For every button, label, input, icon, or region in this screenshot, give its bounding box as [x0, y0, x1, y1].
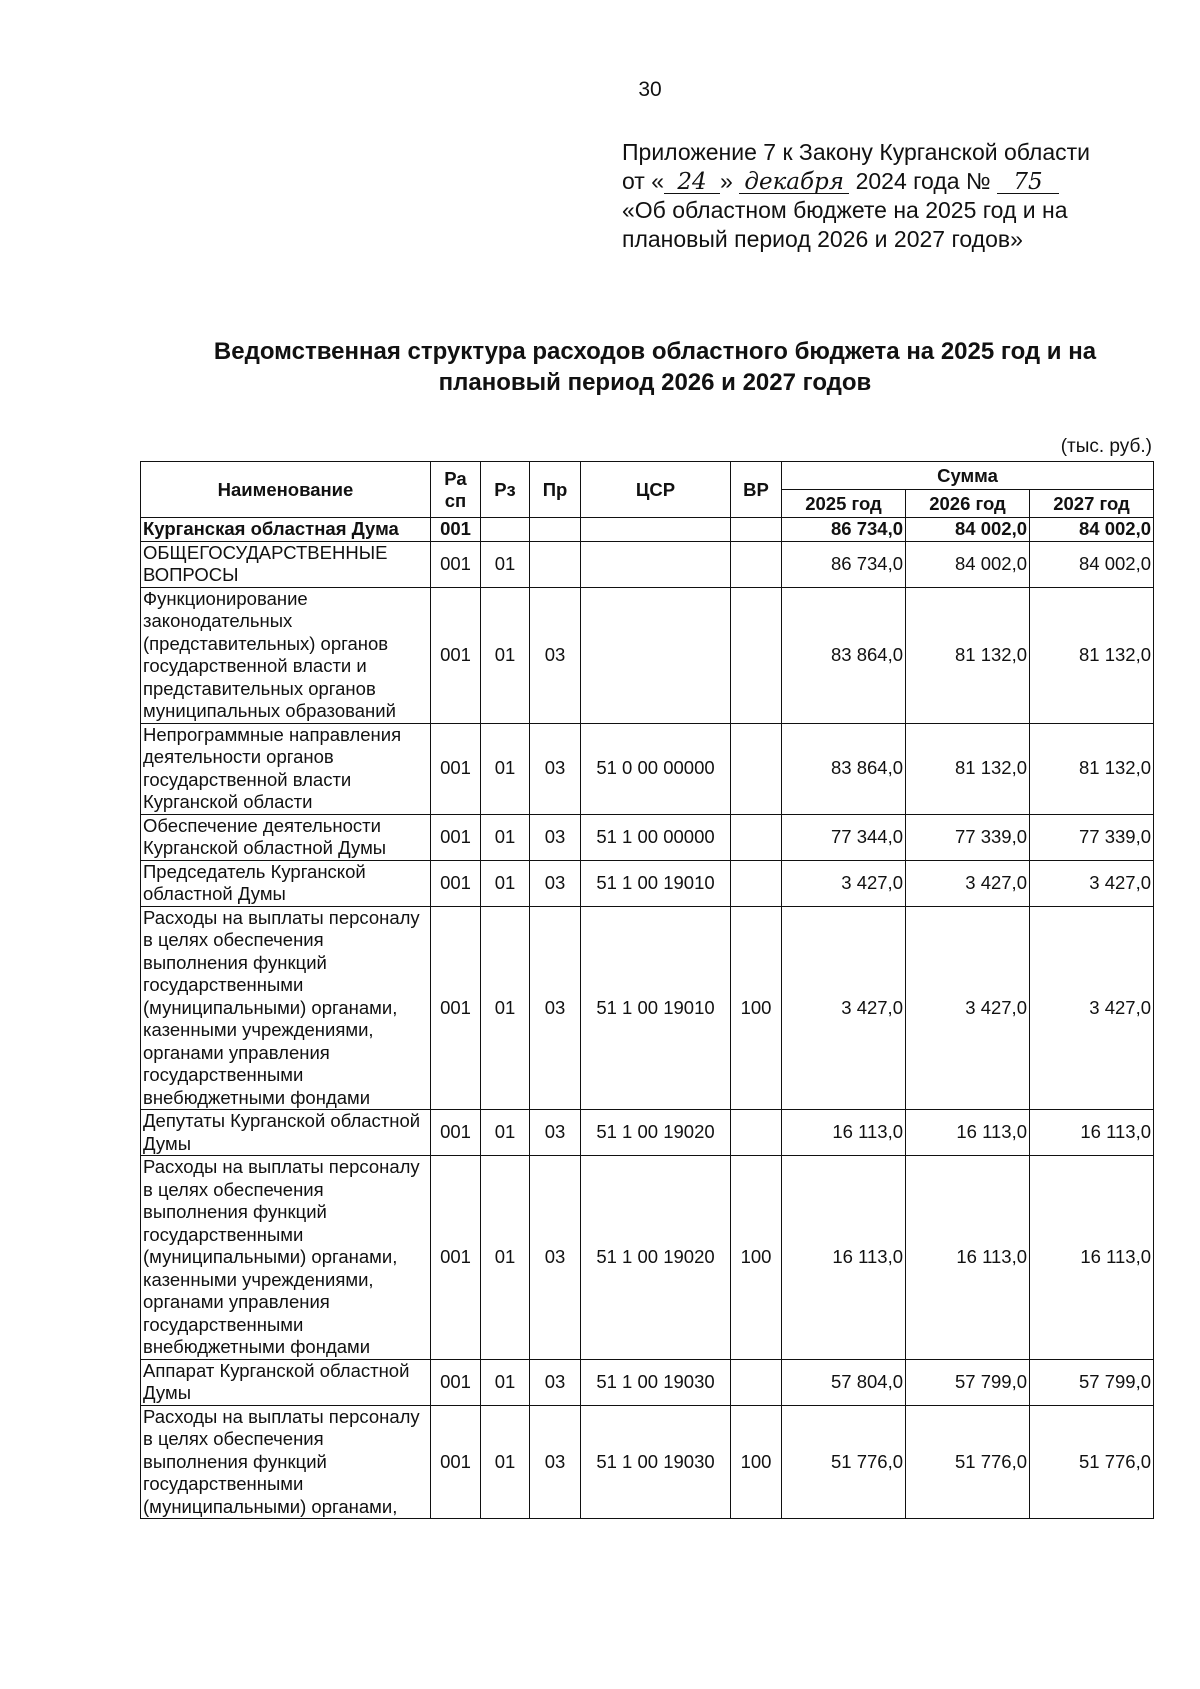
- table-row: [141, 587, 1154, 723]
- number-label: №: [965, 168, 991, 194]
- page-number: 30: [638, 78, 662, 101]
- cell-rz: 01: [481, 1405, 530, 1519]
- cell-2026: 3 427,0: [906, 906, 1030, 1110]
- cell-vr: 100: [731, 906, 782, 1110]
- cell-csr: [581, 541, 731, 587]
- cell-2027: 84 002,0: [1030, 518, 1154, 542]
- cell-name: ОБЩЕГОСУДАРСТВЕННЫЕ ВОПРОСЫ: [141, 541, 431, 587]
- cell-name: Расходы на выплаты персоналу в целях обеспечения выполнения функций государственными (муниципальными) органами,: [141, 1405, 431, 1519]
- cell-2025: 77 344,0: [782, 814, 906, 860]
- cell-csr: 51 1 00 00000: [581, 814, 731, 860]
- cell-rz: 01: [481, 1110, 530, 1156]
- cell-csr: 51 0 00 00000: [581, 723, 731, 814]
- cell-vr: [731, 1110, 782, 1156]
- cell-vr: [731, 723, 782, 814]
- handwritten-day: 24: [664, 171, 720, 194]
- cell-vr: [731, 814, 782, 860]
- table-row: [141, 541, 1154, 587]
- cell-2027: 84 002,0: [1030, 541, 1154, 587]
- cell-2025: 16 113,0: [782, 1110, 906, 1156]
- cell-rasp: 001: [431, 860, 481, 906]
- appendix-line-4: плановый период 2026 и 2027 годов»: [622, 226, 1023, 252]
- header-rasp-line-1: Ра: [444, 467, 467, 489]
- cell-vr: [731, 860, 782, 906]
- from-label: от: [622, 168, 645, 194]
- open-quote: «: [651, 168, 665, 194]
- table-row: [141, 814, 1154, 860]
- cell-pr: 03: [530, 1405, 581, 1519]
- cell-name: Непрограммные направления деятельности органов государственной власти Курганской области: [141, 723, 431, 814]
- cell-pr: 03: [530, 587, 581, 723]
- cell-rz: 01: [481, 587, 530, 723]
- cell-2026: 84 002,0: [906, 518, 1030, 542]
- header-sum: Сумма: [782, 462, 1154, 490]
- cell-rz: 01: [481, 1359, 530, 1405]
- cell-name: Функционирование законодательных (представительных) органов государственной власти и представительных органов муниципальных образований: [141, 587, 431, 723]
- cell-rasp: 001: [431, 587, 481, 723]
- cell-2027: 51 776,0: [1030, 1405, 1154, 1519]
- cell-vr: 100: [731, 1405, 782, 1519]
- cell-rasp: 001: [431, 1156, 481, 1360]
- header-row-1: [141, 462, 1154, 490]
- document-title-line-1: Ведомственная структура расходов областного бюджета на 2025 год и на: [213, 338, 1097, 365]
- cell-csr: 51 1 00 19010: [581, 860, 731, 906]
- table-row: [141, 1405, 1154, 1519]
- table-row: [141, 1359, 1154, 1405]
- cell-2025: 86 734,0: [782, 541, 906, 587]
- cell-name: Расходы на выплаты персоналу в целях обеспечения выполнения функций государственными (муниципальными) органами, казенными учреждениями, органами управления государственными внебюджетными фондами: [141, 906, 431, 1110]
- cell-2025: 86 734,0: [782, 518, 906, 542]
- cell-name: Депутаты Курганской областной Думы: [141, 1110, 431, 1156]
- cell-2027: 16 113,0: [1030, 1156, 1154, 1360]
- cell-pr: 03: [530, 1359, 581, 1405]
- appendix-line-2: [622, 167, 1152, 196]
- cell-2026: 81 132,0: [906, 723, 1030, 814]
- cell-csr: 51 1 00 19020: [581, 1110, 731, 1156]
- cell-vr: [731, 1359, 782, 1405]
- cell-pr: 03: [530, 723, 581, 814]
- table-row: [141, 1156, 1154, 1360]
- close-quote: »: [720, 168, 733, 194]
- header-rasp-line-2: сп: [444, 489, 467, 511]
- cell-2026: 51 776,0: [906, 1405, 1030, 1519]
- cell-2027: 81 132,0: [1030, 723, 1154, 814]
- cell-rz: 01: [481, 906, 530, 1110]
- cell-rz: 01: [481, 541, 530, 587]
- cell-2026: 81 132,0: [906, 587, 1030, 723]
- cell-pr: 03: [530, 860, 581, 906]
- cell-2027: 77 339,0: [1030, 814, 1154, 860]
- budget-table: [140, 461, 1154, 1519]
- cell-name: Обеспечение деятельности Курганской областной Думы: [141, 814, 431, 860]
- header-pr: Пр: [530, 462, 581, 518]
- cell-2025: 16 113,0: [782, 1156, 906, 1360]
- cell-csr: [581, 587, 731, 723]
- header-2027: 2027 год: [1030, 490, 1154, 518]
- cell-vr: [731, 587, 782, 723]
- header-csr: ЦСР: [581, 462, 731, 518]
- cell-rasp: 001: [431, 518, 481, 542]
- cell-2026: 16 113,0: [906, 1110, 1030, 1156]
- cell-2025: 83 864,0: [782, 587, 906, 723]
- year-text: 2024 года: [855, 168, 960, 194]
- cell-rasp: 001: [431, 1110, 481, 1156]
- cell-name: Председатель Курганской областной Думы: [141, 860, 431, 906]
- appendix-line-3: «Об областном бюджете на 2025 год и на: [622, 197, 1068, 223]
- cell-name: Курганская областная Дума: [141, 518, 431, 542]
- cell-rasp: 001: [431, 723, 481, 814]
- cell-2027: 3 427,0: [1030, 906, 1154, 1110]
- units-label: (тыс. руб.): [1060, 436, 1152, 457]
- header-vr: ВР: [731, 462, 782, 518]
- cell-pr: 03: [530, 1156, 581, 1360]
- cell-2026: 16 113,0: [906, 1156, 1030, 1360]
- cell-rasp: 001: [431, 814, 481, 860]
- table-row: [141, 518, 1154, 542]
- cell-csr: [581, 518, 731, 542]
- cell-2025: 51 776,0: [782, 1405, 906, 1519]
- cell-name: Аппарат Курганской областной Думы: [141, 1359, 431, 1405]
- cell-pr: [530, 541, 581, 587]
- cell-rz: 01: [481, 814, 530, 860]
- cell-rz: [481, 518, 530, 542]
- cell-csr: 51 1 00 19010: [581, 906, 731, 1110]
- cell-pr: 03: [530, 906, 581, 1110]
- handwritten-number: 75: [997, 171, 1059, 194]
- cell-csr: 51 1 00 19020: [581, 1156, 731, 1360]
- table-row: [141, 723, 1154, 814]
- document-title: [140, 336, 1170, 398]
- table-row: [141, 860, 1154, 906]
- cell-pr: 03: [530, 814, 581, 860]
- cell-vr: [731, 541, 782, 587]
- appendix-line-1: Приложение 7 к Закону Курганской области: [622, 139, 1090, 165]
- handwritten-month: декабря: [739, 171, 849, 194]
- cell-2025: 3 427,0: [782, 906, 906, 1110]
- cell-vr: [731, 518, 782, 542]
- cell-2026: 57 799,0: [906, 1359, 1030, 1405]
- cell-2025: 83 864,0: [782, 723, 906, 814]
- cell-2026: 84 002,0: [906, 541, 1030, 587]
- cell-rasp: 001: [431, 541, 481, 587]
- document-title-line-2: плановый период 2026 и 2027 годов: [438, 369, 872, 396]
- cell-2027: 57 799,0: [1030, 1359, 1154, 1405]
- cell-2025: 3 427,0: [782, 860, 906, 906]
- table-row: [141, 906, 1154, 1110]
- cell-rz: 01: [481, 860, 530, 906]
- header-name: Наименование: [141, 462, 431, 518]
- cell-2026: 77 339,0: [906, 814, 1030, 860]
- cell-csr: 51 1 00 19030: [581, 1359, 731, 1405]
- cell-rz: 01: [481, 1156, 530, 1360]
- cell-vr: 100: [731, 1156, 782, 1360]
- table-body: [141, 518, 1154, 1519]
- header-rz: Рз: [481, 462, 530, 518]
- cell-csr: 51 1 00 19030: [581, 1405, 731, 1519]
- cell-pr: [530, 518, 581, 542]
- cell-2027: 3 427,0: [1030, 860, 1154, 906]
- cell-pr: 03: [530, 1110, 581, 1156]
- cell-rasp: 001: [431, 1405, 481, 1519]
- cell-name: Расходы на выплаты персоналу в целях обеспечения выполнения функций государственными (муниципальными) органами, казенными учреждениями, органами управления государственными внебюджетными фондами: [141, 1156, 431, 1360]
- table-row: [141, 1110, 1154, 1156]
- header-rasp: [431, 462, 481, 518]
- cell-2027: 81 132,0: [1030, 587, 1154, 723]
- appendix-block: [622, 138, 1152, 254]
- cell-2026: 3 427,0: [906, 860, 1030, 906]
- cell-2025: 57 804,0: [782, 1359, 906, 1405]
- header-2025: 2025 год: [782, 490, 906, 518]
- cell-rz: 01: [481, 723, 530, 814]
- header-2026: 2026 год: [906, 490, 1030, 518]
- cell-rasp: 001: [431, 906, 481, 1110]
- cell-2027: 16 113,0: [1030, 1110, 1154, 1156]
- cell-rasp: 001: [431, 1359, 481, 1405]
